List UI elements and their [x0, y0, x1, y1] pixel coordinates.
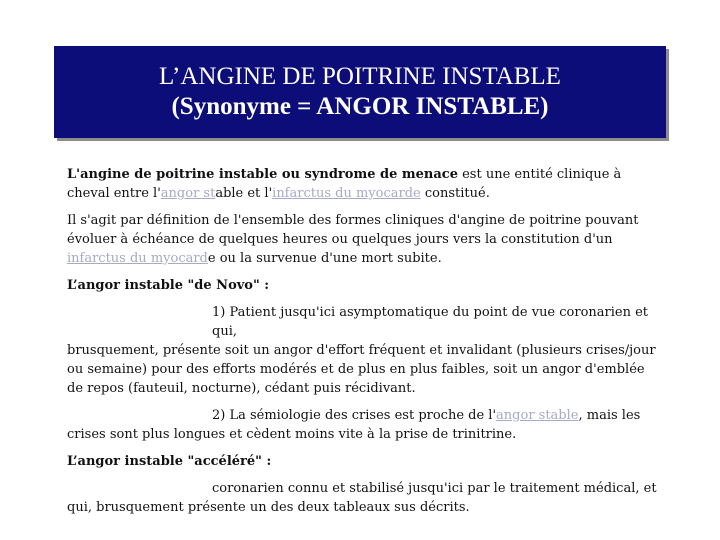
- slide-body: [67, 165, 657, 525]
- text-span: constitué.: [420, 186, 490, 201]
- slide-title-box: [54, 46, 666, 138]
- text-span: brusquement, présente soit un angor d'effort fréquent et invalidant (plusieurs crises/jour ou semaine) pour des efforts modérés et de plus en plus faibles, soit un angor d'emblée de repos (fauteuil, nocturne), cédant puis récidivant.: [67, 343, 656, 396]
- link-infarctus-2[interactable]: infarctus du myocard: [67, 251, 208, 266]
- link-infarctus[interactable]: infarctus du myocarde: [272, 186, 421, 201]
- text-span: 2) La sémiologie des crises est proche de l': [212, 408, 497, 423]
- text-span: e ou la survenue d'une mort subite.: [207, 251, 442, 266]
- text-span: able et l': [215, 186, 273, 201]
- text-span: , mais les crises sont plus longues et cèdent moins vite à la prise de trinitrine.: [67, 408, 641, 442]
- paragraph-definition: [67, 165, 657, 203]
- paragraph-accelere: [67, 479, 657, 517]
- paragraph-evolution: [67, 211, 657, 268]
- text-span: qui, brusquement présente un des deux tableaux sus décrits.: [67, 500, 470, 515]
- text-span: Il s'agit par définition de l'ensemble des formes cliniques d'angine de poitrine pouvant évoluer à échéance de quelques heures ou quelques jours vers la constitution d'un: [67, 213, 639, 247]
- text-span: 1) Patient jusqu'ici asymptomatique du point de vue coronarien et qui,: [212, 305, 649, 339]
- slide-title-line2: (Synonyme = ANGOR INSTABLE): [171, 93, 549, 120]
- definition-term: L'angine de poitrine instable ou syndrome de menace: [67, 167, 458, 182]
- slide-title-line1: L’ANGINE DE POITRINE INSTABLE: [159, 63, 561, 90]
- paragraph-point-1: [67, 303, 657, 398]
- paragraph-point-2: [67, 406, 657, 444]
- heading-accelere: L’angor instable "accéléré" :: [67, 454, 272, 469]
- text-span: coronarien connu et stabilisé jusqu'ici par le traitement médical, et: [212, 481, 657, 496]
- link-angor-stable[interactable]: angor st: [160, 186, 216, 201]
- link-angor-stable-2[interactable]: angor stable: [496, 408, 579, 423]
- text-span: est une entité clinique à cheval entre l': [67, 167, 622, 201]
- heading-de-novo: L’angor instable "de Novo" :: [67, 278, 270, 293]
